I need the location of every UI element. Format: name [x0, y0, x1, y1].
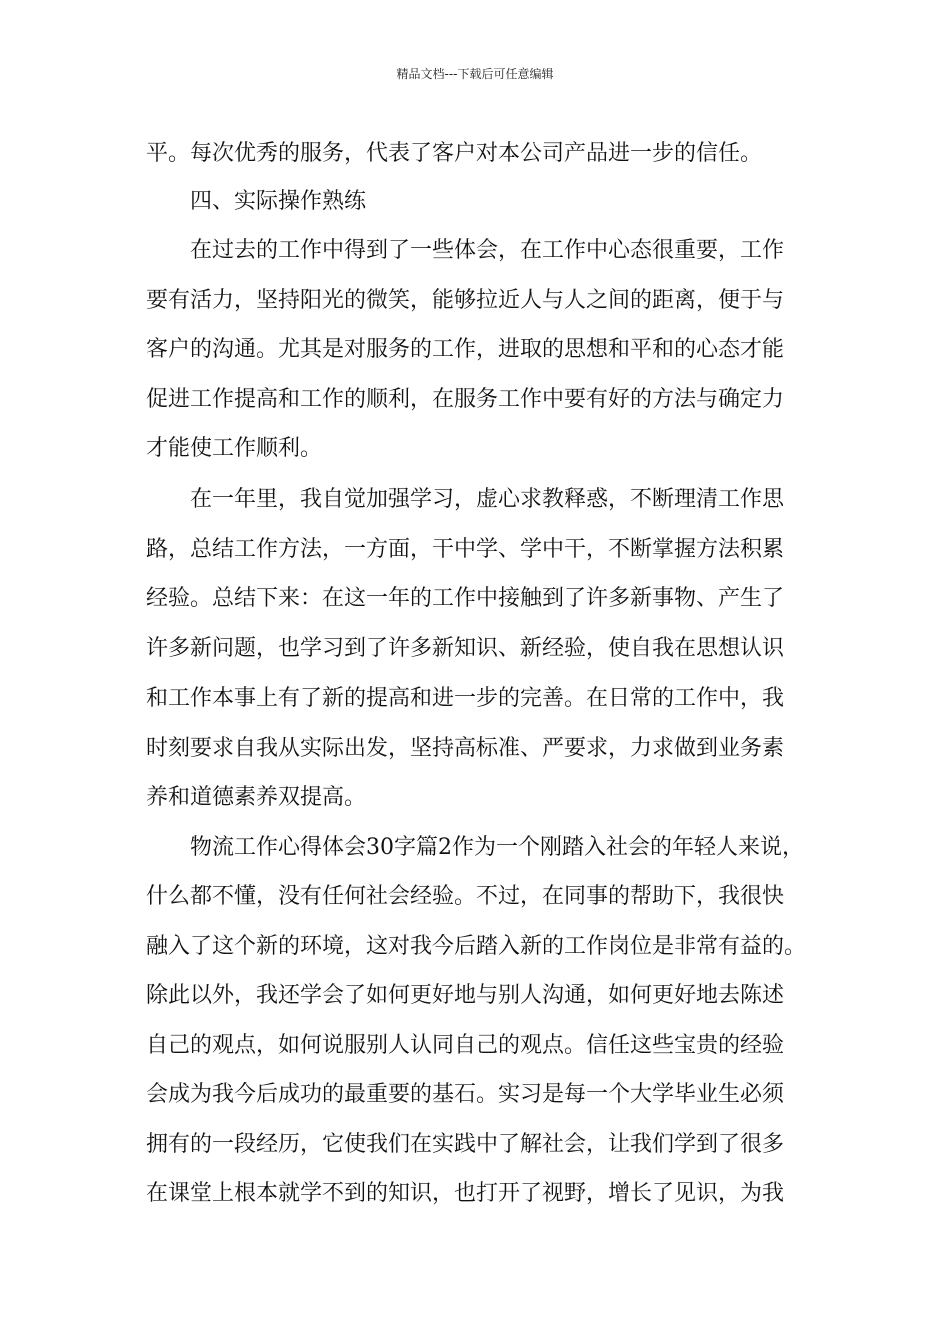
- text-line: 在一年里，我自觉加强学习，虚心求教释惑，不断理清工作思: [190, 487, 785, 512]
- text-line: 客户的沟通。尤其是对服务的工作，进取的思想和平和的心态才能: [146, 337, 785, 362]
- text-line: 才能使工作顺利。: [146, 436, 323, 461]
- text-line: 在过去的工作中得到了一些体会，在工作中心态很重要，工作: [190, 238, 785, 263]
- text-line: 要有活力，坚持阳光的微笑，能够拉近人与人之间的距离，便于与: [146, 288, 785, 313]
- text-line: 会成为我今后成功的最重要的基石。实习是每一个大学毕业生必须: [146, 1082, 785, 1107]
- text-line: 物流工作心得体会30字篇2作为一个刚踏入社会的年轻人来说，: [190, 835, 804, 860]
- text-line: 自己的观点，如何说服别人认同自己的观点。信任这些宝贵的经验: [146, 1033, 785, 1058]
- text-line: 养和道德素养双提高。: [146, 785, 367, 810]
- text-line: 除此以外，我还学会了如何更好地与别人沟通，如何更好地去陈述: [146, 983, 785, 1008]
- text-line: 促进工作提高和工作的顺利，在服务工作中要有好的方法与确定力: [146, 387, 785, 412]
- text-line: 平。每次优秀的服务，代表了客户对本公司产品进一步的信任。: [146, 141, 763, 166]
- page-header: 精品文档---下载后可任意编辑: [396, 67, 554, 81]
- text-line: 和工作本事上有了新的提高和进一步的完善。在日常的工作中，我: [146, 686, 785, 711]
- text-line: 许多新问题，也学习到了许多新知识、新经验，使自我在思想认识: [146, 636, 785, 661]
- text-line: 经验。总结下来：在这一年的工作中接触到了许多新事物、产生了: [146, 586, 785, 611]
- text-line: 时刻要求自我从实际出发，坚持高标准、严要求，力求做到业务素: [146, 736, 785, 761]
- section-heading: 四、实际操作熟练: [190, 189, 367, 214]
- text-line: 在课堂上根本就学不到的知识，也打开了视野，增长了见识，为我: [146, 1181, 785, 1206]
- text-line: 融入了这个新的环境，这对我今后踏入新的工作岗位是非常有益的。: [146, 934, 807, 959]
- text-line: 什么都不懂，没有任何社会经验。不过，在同事的帮助下，我很快: [146, 884, 785, 909]
- text-line: 路，总结工作方法，一方面，干中学、学中干，不断掌握方法积累: [146, 537, 785, 562]
- text-line: 拥有的一段经历，它使我们在实践中了解社会，让我们学到了很多: [146, 1132, 785, 1157]
